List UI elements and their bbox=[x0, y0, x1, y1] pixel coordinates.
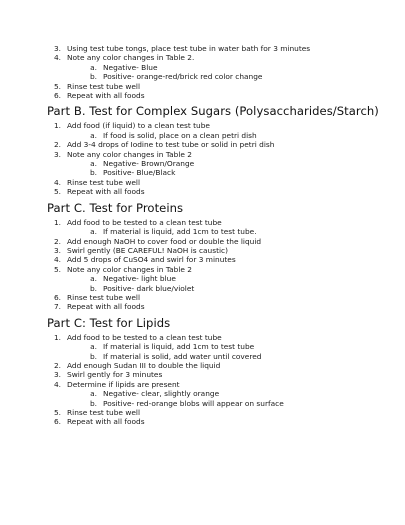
list-item-text: Rinse test tube well bbox=[67, 177, 141, 187]
list-marker: 5. bbox=[53, 187, 61, 197]
sub-list-item bbox=[47, 131, 387, 140]
list-item-text: Determine if lipids are present bbox=[67, 379, 180, 389]
list-marker: 4. bbox=[53, 255, 61, 265]
list-marker: b. bbox=[89, 351, 97, 361]
list-item-text: Repeat with all foods bbox=[67, 91, 145, 101]
list-item-text: Positive- red-orange blobs will appear on surface bbox=[103, 398, 284, 408]
list-marker: 1. bbox=[53, 217, 61, 227]
list-item bbox=[47, 302, 387, 311]
sub-list-item bbox=[47, 159, 387, 168]
list-item bbox=[47, 121, 387, 130]
list-marker: 5. bbox=[53, 264, 61, 274]
list-item bbox=[47, 265, 387, 274]
section bbox=[47, 316, 387, 427]
list-marker: 3. bbox=[53, 370, 61, 380]
list-item-text: Add food to be tested to a clean test tube bbox=[67, 332, 222, 342]
list-marker: 1. bbox=[53, 332, 61, 342]
list-item bbox=[47, 237, 387, 246]
sub-list-item bbox=[47, 284, 387, 293]
list-item bbox=[47, 91, 387, 100]
list-item bbox=[47, 417, 387, 426]
section-heading: Part C: Test for Lipids bbox=[47, 315, 171, 330]
list-item-text: Negative- clear, slightly orange bbox=[103, 389, 220, 399]
list-item-text: Negative- Blue bbox=[103, 62, 158, 72]
list-item-text: Add 5 drops of CuSO4 and swirl for 3 minutes bbox=[67, 255, 236, 265]
list-item-text: If material is liquid, add 1cm to test tube bbox=[103, 342, 255, 352]
list-marker: 2. bbox=[53, 140, 61, 150]
list-item-text: Rinse test tube well bbox=[67, 292, 141, 302]
list-item-text: Using test tube tongs, place test tube in water bath for 3 minutes bbox=[67, 44, 311, 53]
list-item-text: Positive- dark blue/violet bbox=[103, 283, 195, 293]
list-marker: a. bbox=[90, 342, 97, 352]
list-marker: a. bbox=[90, 62, 97, 72]
list-item-text: Positive- orange-red/brick red color change bbox=[103, 72, 263, 82]
list-item-text: If food is solid, place on a clean petri dish bbox=[103, 130, 257, 140]
list-item bbox=[47, 82, 387, 91]
list-marker: 4. bbox=[53, 379, 61, 389]
list-item-text: Add food (if liquid) to a clean test tube bbox=[67, 121, 210, 131]
list-item bbox=[47, 380, 387, 389]
list-item bbox=[47, 255, 387, 264]
sub-list-item bbox=[47, 274, 387, 283]
list-item-text: Negative- light blue bbox=[103, 274, 176, 284]
list-marker: 3. bbox=[53, 149, 61, 159]
sub-list-item bbox=[47, 63, 387, 72]
list-marker: 5. bbox=[53, 81, 61, 91]
list-item bbox=[47, 187, 387, 196]
list-item-text: If material is solid, add water until covered bbox=[103, 351, 262, 361]
list-item-text: Rinse test tube well bbox=[67, 81, 141, 91]
list-marker: b. bbox=[89, 168, 97, 178]
list-item bbox=[47, 370, 387, 379]
list-item bbox=[47, 150, 387, 159]
list-marker: 6. bbox=[53, 417, 61, 427]
list-item bbox=[47, 408, 387, 417]
list-marker: b. bbox=[89, 283, 97, 293]
list-marker: 4. bbox=[53, 53, 61, 63]
list-marker: 5. bbox=[53, 408, 61, 417]
section bbox=[47, 104, 387, 196]
sub-list-item bbox=[47, 399, 387, 408]
list-marker: 7. bbox=[53, 302, 61, 312]
list-item-text: Add 3-4 drops of Iodine to test tube or solid in petri dish bbox=[67, 140, 275, 150]
list-marker: 6. bbox=[53, 292, 61, 302]
list-item bbox=[47, 246, 387, 255]
sub-list-item bbox=[47, 72, 387, 81]
list-item-text: Add enough NaOH to cover food or double the liquid bbox=[67, 236, 262, 246]
section-heading: Part B. Test for Complex Sugars (Polysaccharides/Starch) bbox=[47, 104, 379, 119]
list-item-text: Rinse test tube well bbox=[67, 408, 141, 417]
list-item bbox=[47, 293, 387, 302]
sub-list-item bbox=[47, 168, 387, 177]
list-item-text: Swirl gently (BE CAREFUL! NaOH is caustic) bbox=[67, 245, 228, 255]
list-marker: 1. bbox=[53, 121, 61, 131]
intro-list bbox=[47, 44, 387, 100]
list-item-text: Note any color changes in Table 2 bbox=[67, 149, 192, 159]
list-marker: b. bbox=[89, 72, 97, 82]
list-item-text: Add food to be tested to a clean test tube bbox=[67, 217, 222, 227]
sub-list-item bbox=[47, 227, 387, 236]
section-heading: Part C. Test for Proteins bbox=[47, 200, 184, 215]
list-item bbox=[47, 53, 387, 62]
list-marker: b. bbox=[89, 398, 97, 408]
list-marker: 3. bbox=[53, 245, 61, 255]
list-item bbox=[47, 333, 387, 342]
list-item bbox=[47, 178, 387, 187]
list-item-text: Note any color changes in Table 2. bbox=[67, 53, 195, 63]
list-item bbox=[47, 140, 387, 149]
list-item-text: If material is liquid, add 1cm to test tube. bbox=[103, 227, 257, 237]
list-marker: 2. bbox=[53, 236, 61, 246]
list-item-text: Negative- Brown/Orange bbox=[103, 159, 195, 169]
list-item-text: Swirl gently for 3 minutes bbox=[67, 370, 163, 380]
list-marker: a. bbox=[90, 227, 97, 237]
list-marker: 4. bbox=[53, 177, 61, 187]
list-marker: a. bbox=[90, 389, 97, 399]
list-item-text: Repeat with all foods bbox=[67, 187, 145, 197]
list-item bbox=[47, 44, 387, 53]
list-marker: 2. bbox=[53, 360, 61, 370]
document-content bbox=[47, 44, 387, 427]
list-marker: 3. bbox=[53, 44, 61, 53]
list-marker: 6. bbox=[53, 91, 61, 101]
sub-list-item bbox=[47, 352, 387, 361]
section bbox=[47, 201, 387, 312]
list-marker: a. bbox=[90, 274, 97, 284]
list-item-text: Repeat with all foods bbox=[67, 302, 145, 312]
list-item-text: Positive- Blue/Black bbox=[103, 168, 176, 178]
list-item-text: Repeat with all foods bbox=[67, 417, 145, 427]
list-item bbox=[47, 361, 387, 370]
list-item-text: Note any color changes in Table 2 bbox=[67, 264, 192, 274]
list-marker: a. bbox=[90, 130, 97, 140]
sub-list-item bbox=[47, 389, 387, 398]
sub-list-item bbox=[47, 342, 387, 351]
list-marker: a. bbox=[90, 159, 97, 169]
list-item bbox=[47, 218, 387, 227]
list-item-text: Add enough Sudan III to double the liquid bbox=[67, 360, 221, 370]
